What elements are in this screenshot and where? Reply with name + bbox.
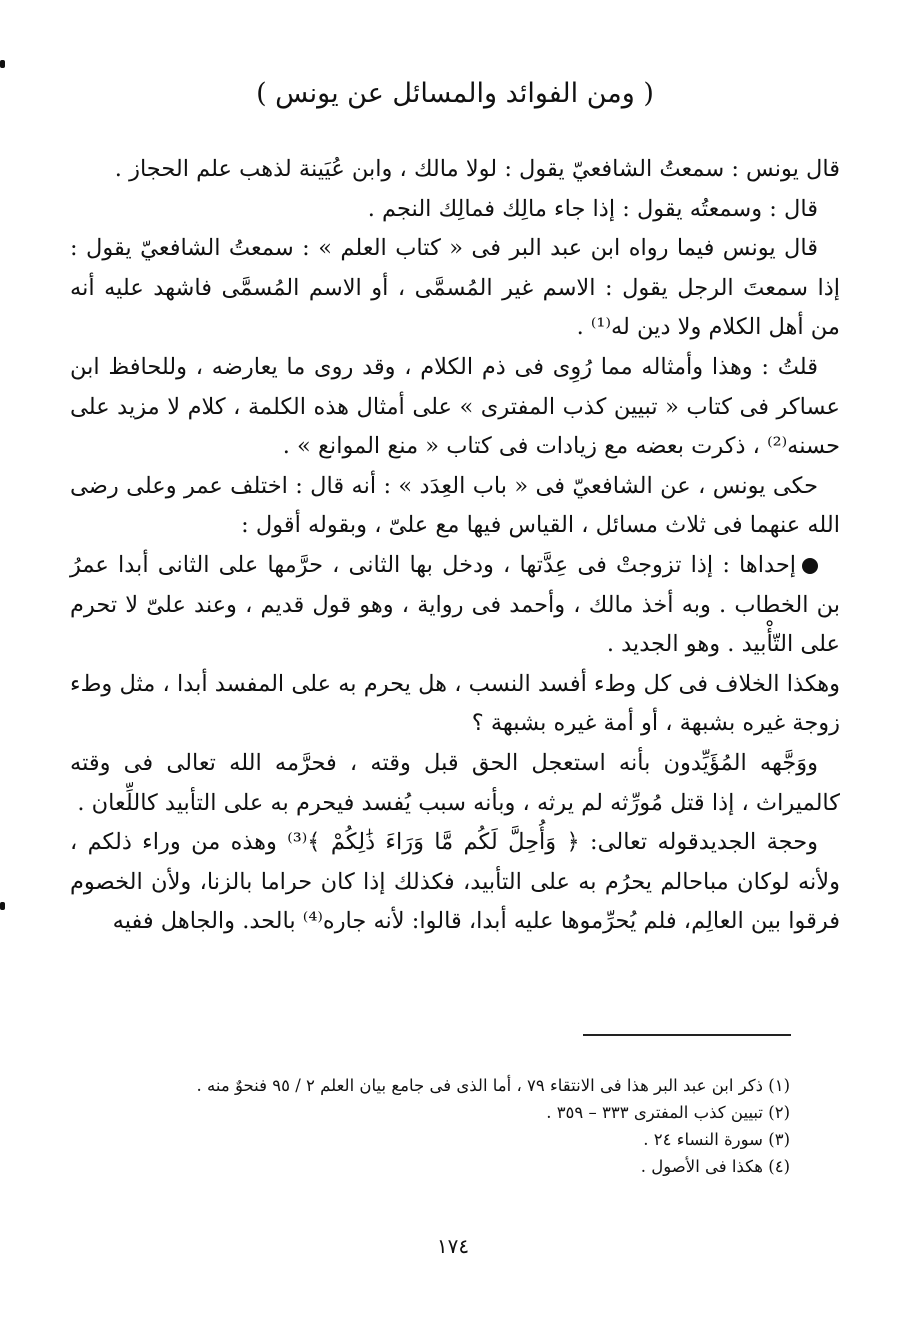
paragraph: قال يونس فيما رواه ابن عبد البر فى « كتاب العلم » : سمعتُ الشافعيّ يقول : إذا سمعتَ الرجل يقول : الاسم غير المُسمَّى ، أو الاسم المُسمَّى فاشهد عليه أنه من أهل الكلام ولا دين له⁽¹⁾ . xyxy=(70,235,840,341)
paragraph-text: إحداها : إذا تزوجتْ فى عِدَّتها ، ودخل بها الثانى ، حرَّمها على الثانى أبدا عمرُ بن الخطاب . وبه أخذ مالك ، وأحمد فى رواية ، وهو قول قديم ، وعند علىّ لا تحرم على التّأْبيد . وهو الجديد . xyxy=(70,551,840,658)
footnote: (١) ذكر ابن عبد البر هذا فى الانتقاء ٧٩ ، أما الذى فى جامع بيان العلم ٢ / ٩٥ فنحوٌ منه . xyxy=(196,1076,790,1095)
paragraph: قلتُ : وهذا وأمثاله مما رُوِى فى ذم الكلام ، وقد روى ما يعارضه ، وللحافظ ابن عساكر فى كتاب « تبيين كذب المفترى » على أمثال هذه الكلمة ، كلام لا مزيد على حسنه⁽²⁾ ، ذكرت بعضه مع زيادات فى كتاب « منع الموانع » . xyxy=(70,353,840,460)
section-heading: ( ومن الفوائد والمسائل عن يونس ) xyxy=(256,78,654,109)
footnote: (٤) هكذا فى الأصول . xyxy=(640,1157,790,1176)
bullet-icon xyxy=(802,558,818,574)
paragraph: قال : وسمعتُه يقول : إذا جاء مالِك فمالِك النجم . xyxy=(367,195,818,222)
paragraph: وهكذا الخلاف فى كل وطء أفسد النسب ، هل يحرم به على المفسد أبدا ، مثل وطء زوجة غيره بشبهة ، أو أمة غيره بشبهة ؟ xyxy=(70,670,840,737)
scan-edge-mark xyxy=(0,60,5,68)
paragraph: قال يونس : سمعتُ الشافعيّ يقول : لولا مالك ، وابن عُيَينة لذهب علم الحجاز . xyxy=(114,156,840,182)
footnote: (٢) تبيين كذب المفترى ٣٣٣ – ٣٥٩ . xyxy=(546,1103,790,1122)
paragraph: ووَجَّهه المُؤَيِّدون بأنه استعجل الحق قبل وقته ، فحرَّمه الله تعالى فى وقته كالميراث ، إذا قتل مُورِّثه لم يرثه ، وبأنه سبب يُفسد فيحرم به على التأبيد كاللِّعان . xyxy=(70,749,840,816)
page-number: ١٧٤ xyxy=(436,1234,470,1258)
main-text xyxy=(70,150,840,942)
footnote-divider xyxy=(583,1034,791,1036)
scan-edge-mark xyxy=(0,902,5,910)
paragraph: وحجة الجديدقوله تعالى: ﴿ وَأُحِلَّ لَكُم مَّا وَرَاءَ ذَٰلِكُمْ ﴾⁽³⁾ وهذه من وراء ذلكم ، ولأنه لوكان مباحالم يحرُم به على التأبيد، فكذلك إذا كان حراما بالزنا، ولأن الخصوم فرقوا بين العالِم، فلم يُحرِّموها عليه أبدا، قالوا: لأنه جاره⁽⁴⁾ بالحد. والجاهل ففيه xyxy=(70,829,840,935)
footnotes xyxy=(90,1072,790,1180)
paragraph: حكى يونس ، عن الشافعيّ فى « باب العِدَد » : أنه قال : اختلف عمر وعلى رضى الله عنهما فى ثلاث مسائل ، القياس فيها مع علىّ ، وبقوله أقول : xyxy=(70,472,840,539)
footnote: (٣) سورة النساء ٢٤ . xyxy=(643,1130,790,1149)
bullet-paragraph xyxy=(70,546,840,665)
